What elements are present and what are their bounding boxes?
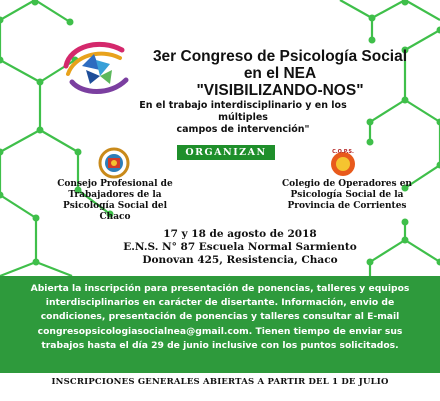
subtitle-line-1: En el trabajo interdisciplinario y en los múltiples: [139, 100, 347, 123]
congress-subtitle: [118, 100, 368, 136]
title-line-3: "VISIBILIZANDO-NOS": [196, 82, 364, 99]
event-date: 17 y 18 de agosto de 2018: [163, 228, 317, 240]
event-details: [120, 228, 360, 267]
title-line-1: 3er Congreso de Psicología Social: [152, 48, 408, 65]
info-text: Abierta la inscripción para presentación de ponencias, talleres y equipos interdisciplinarios en carácter de disertante. Información, envio de condiciones, presentación de ponencias y talleres consultar al E-mail congresopsicologiasocialnea@gmail.com. Tienen tiempo de enviar sus trabajos hasta el día 29 de junio inclusive con los puntos solicitados.: [30, 283, 410, 351]
title-line-2: en el NEA: [243, 65, 317, 82]
consejo-logo-icon: [96, 147, 132, 179]
svg-text:C.O.P.S.: C.O.P.S.: [332, 149, 354, 155]
organizer-consejo: Consejo Profesional de Trabajadores de la Psicología Social del Chaco: [57, 179, 173, 222]
event-address: Donovan 425, Resistencia, Chaco: [142, 254, 338, 266]
registration-footer: INSCRIPCIONES GENERALES ABIERTAS A PARTIR DEL 1 DE JULIO: [51, 377, 389, 387]
subtitle-line-2: campos de intervención": [176, 124, 310, 135]
congress-logo-icon: [60, 36, 134, 100]
organizer-colegio: Colegio de Operadores en Psicología Social de la Provincia de Corrientes: [282, 179, 412, 211]
organizers-badge: ORGANIZAN: [177, 145, 275, 160]
congress-title: [130, 48, 430, 99]
cops-logo-icon: [327, 147, 359, 177]
event-venue: E.N.S. N° 87 Escuela Normal Sarmiento: [123, 241, 357, 253]
